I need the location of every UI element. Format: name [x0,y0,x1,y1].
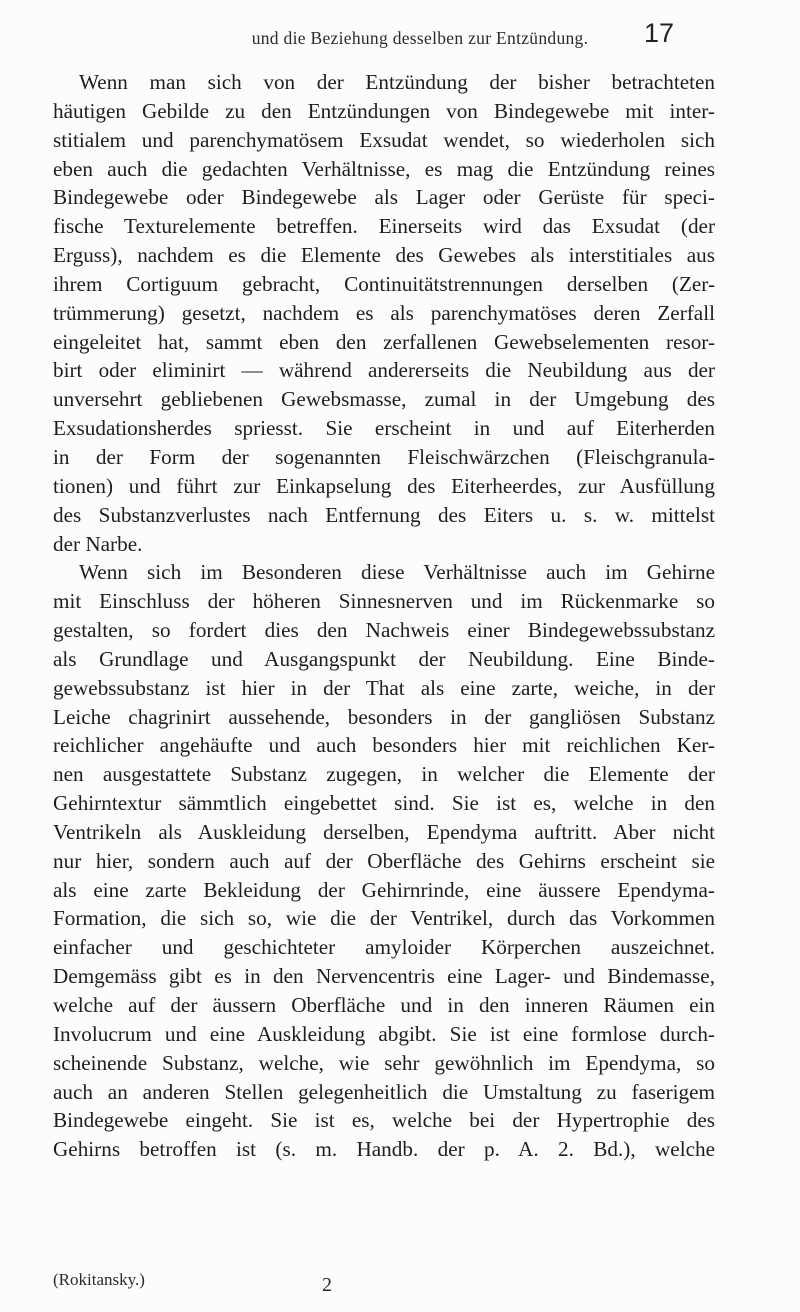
text-line: Ventrikeln als Auskleidung derselben, Ependyma auftritt. Aber nicht [53,819,715,844]
text-line: des Substanzverlustes nach Entfernung des Eiters u. s. w. mittelst [53,502,715,527]
text-line: nen ausgestattete Substanz zugegen, in welcher die Elemente der [53,762,715,787]
text-line: in der Form der sogenannten Fleischwärzchen (Fleischgranula- [53,444,715,469]
text-line: auch an anderen Stellen gelegenheitlich die Umstaltung zu faserigem [53,1079,715,1104]
text-line: der Narbe. [53,531,143,556]
text-line: als eine zarte Bekleidung der Gehirnrinde, eine äussere Ependyma- [53,877,715,902]
text-line: unversehrt gebliebenen Gewebsmasse, zumal in der Umgebung des [53,387,715,412]
text-line: einfacher und geschichteter amyloider Körperchen auszeichnet. [53,935,715,960]
text-line: Gehirns betroffen ist (s. m. Handb. der p. A. 2. Bd.), welche [53,1137,715,1162]
text-line: Formation, die sich so, wie die der Ventrikel, durch das Vorkommen [53,906,715,931]
text-line: häutigen Gebilde zu den Entzündungen von Bindegewebe mit inter- [53,98,715,123]
text-line: mit Einschluss der höheren Sinnesnerven und im Rückenmarke so [53,589,715,614]
text-line: fische Texturelemente betreffen. Einerseits wird das Exsudat (der [53,214,715,239]
text-line: Bindegewebe oder Bindegewebe als Lager oder Gerüste für speci- [53,185,715,210]
text-line: Gehirntextur sämmtlich eingebettet sind. Sie ist es, welche in den [53,791,715,816]
text-line: als Grundlage und Ausgangspunkt der Neubildung. Eine Binde- [53,646,715,671]
text-line: ihrem Cortiguum gebracht, Continuitätstrennungen derselben (Zer- [53,271,715,296]
text-line: tionen) und führt zur Einkapselung des Eiterheerdes, zur Ausfüllung [53,473,715,498]
text-line: scheinende Substanz, welche, wie sehr gewöhnlich im Ependyma, so [53,1050,715,1075]
author-reference: (Rokitansky.) [53,1270,145,1289]
text-line: gestalten, so fordert dies den Nachweis einer Bindegewebssubstanz [53,618,715,643]
body-text [53,68,715,1164]
text-line: reichlicher angehäufte und auch besonders hier mit reichlichen Ker- [53,733,715,758]
page-footer [53,1270,715,1298]
text-line: Involucrum und eine Auskleidung abgibt. Sie ist eine formlose durch- [53,1021,715,1046]
text-line: eben auch die gedachten Verhältnisse, es mag die Entzündung reines [53,156,715,181]
page-number: 17 [644,18,675,48]
text-line: birt oder eliminirt — während andererseits die Neubildung aus der [53,358,715,383]
text-line: stitialem und parenchymatösem Exsudat wendet, so wiederholen sich [53,127,715,152]
text-line: welche auf der äussern Oberfläche und in den inneren Räumen ein [53,993,715,1017]
text-line: gewebssubstanz ist hier in der That als eine zarte, weiche, in der [53,675,715,700]
text-line: Demgemäss gibt es in den Nervencentris eine Lager- und Bindemasse, [53,964,715,989]
text-line: Wenn man sich von der Entzündung der bisher betrachteten [79,70,715,94]
text-line: Erguss), nachdem es die Elemente des Gewebes als interstitiales aus [53,243,715,268]
text-line: Exsudationsherdes spriesst. Sie erscheint in und auf Eiterherden [53,416,715,441]
printer-signature: 2 [322,1274,332,1296]
text-line: eingeleitet hat, sammt eben den zerfallenen Gewebselementen resor- [53,329,715,354]
text-line: Leiche chagrinirt aussehende, besonders in der gangliösen Substanz [53,704,715,729]
running-head: und die Beziehung desselben zur Entzündung. [251,28,589,48]
text-line: Wenn sich im Besonderen diese Verhältnisse auch im Gehirne [79,560,715,585]
text-line: nur hier, sondern auch auf der Oberfläche des Gehirns erscheint sie [53,848,715,873]
text-line: Bindegewebe eingeht. Sie ist es, welche bei der Hypertrophie des [53,1108,715,1133]
text-line: trümmerung) gesetzt, nachdem es als parenchymatöses deren Zerfall [53,300,715,325]
